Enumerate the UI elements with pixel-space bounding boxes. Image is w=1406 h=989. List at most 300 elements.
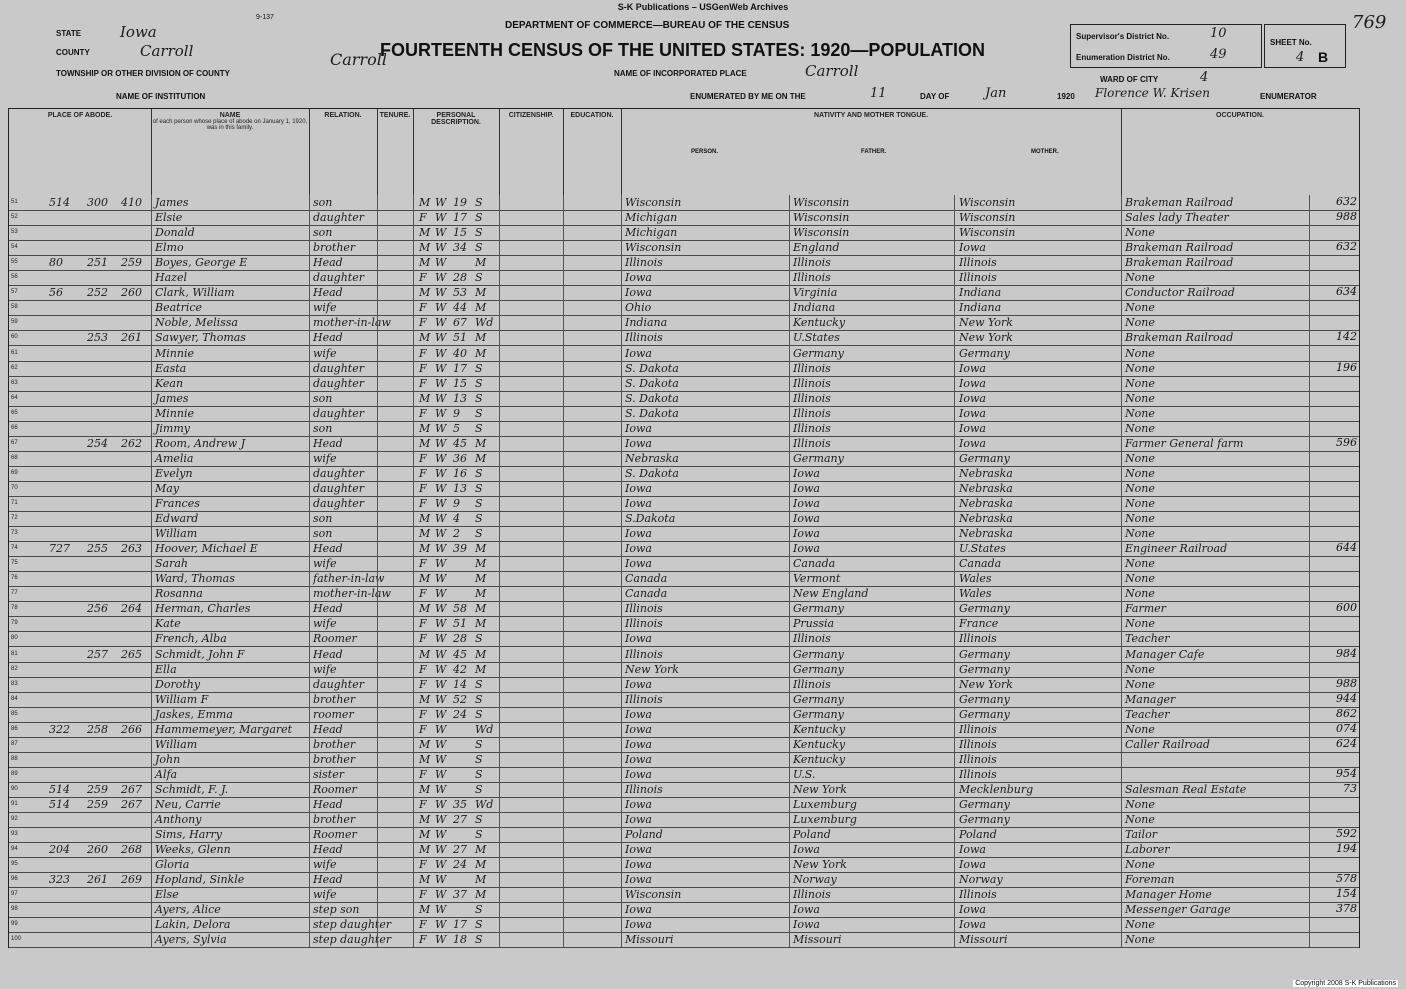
cell-fbirth: Iowa (793, 481, 820, 495)
cell-birth: Michigan (625, 226, 678, 240)
cell-birth: Missouri (625, 933, 674, 947)
cell-n: 100 (11, 936, 22, 943)
cell-sex: F (419, 662, 427, 676)
cell-name: Dorothy (155, 677, 201, 691)
cell-race: W (435, 767, 447, 781)
cell-mbirth: Poland (959, 828, 997, 842)
cell-race: W (435, 798, 447, 811)
cell-right-code: 862 (1336, 706, 1357, 720)
cell-mbirth: Mecklenburg (959, 782, 1034, 796)
cell-name: William F (155, 692, 209, 706)
cell-ms: S (475, 903, 483, 917)
cell-name: Kean (155, 376, 184, 390)
cell-n: 68 (11, 454, 18, 461)
cell-sex: M (419, 226, 431, 240)
cell-race: W (435, 617, 447, 631)
cell-fbirth: Illinois (793, 436, 831, 450)
cell-occ: None (1125, 466, 1155, 480)
enumerator-label: ENUMERATOR (1260, 92, 1317, 101)
cell-rel: Head (313, 722, 343, 736)
cell-visit: 264 (121, 602, 142, 616)
cell-name: James (155, 196, 189, 209)
cell-ms: M (475, 617, 487, 631)
cell-name: Frances (155, 497, 200, 510)
cell-family: 260 (87, 843, 108, 857)
cell-birth: Iowa (625, 481, 652, 495)
cell-fbirth: Germany (793, 662, 844, 676)
cell-race: W (435, 647, 447, 661)
cell-mbirth: Illinois (959, 737, 997, 751)
divider (309, 195, 310, 947)
cell-birth: Iowa (625, 813, 652, 827)
cell-name: Beatrice (155, 301, 203, 315)
cell-age: 24 (453, 707, 467, 721)
cell-birth: Iowa (625, 798, 652, 811)
cell-fbirth: Illinois (793, 376, 831, 390)
cell-birth: Indiana (625, 316, 668, 330)
cell-sex: M (419, 602, 431, 616)
table-row (9, 541, 1359, 557)
cell-fbirth: Illinois (793, 271, 831, 285)
cell-race: W (435, 481, 447, 495)
table-row (9, 797, 1359, 813)
cell-age: 67 (453, 316, 467, 330)
cell-family: 300 (87, 196, 108, 209)
cell-mbirth: New York (959, 331, 1013, 345)
cell-name: Minnie (155, 406, 194, 420)
cell-name: Evelyn (155, 466, 193, 480)
cell-sex: F (419, 406, 427, 420)
cell-name: Gloria (155, 858, 190, 872)
cell-birth: Canada (625, 572, 668, 586)
cell-n: 83 (11, 680, 18, 687)
cell-name: Ward, Thomas (155, 572, 235, 586)
cell-fbirth: U.S. (793, 767, 816, 781)
cell-occ: Brakeman Railroad (1125, 331, 1234, 345)
cell-occ: None (1125, 662, 1155, 676)
table-row (9, 225, 1359, 241)
cell-mbirth: Germany (959, 707, 1010, 721)
cell-sex: M (419, 752, 431, 766)
cell-birth: Iowa (625, 271, 652, 285)
cell-visit: 262 (121, 436, 142, 450)
col-personal-description: PERSONAL DESCRIPTION. (413, 109, 500, 195)
census-table (8, 108, 1360, 948)
cell-birth: S.Dakota (625, 512, 676, 526)
cell-sex: M (419, 828, 431, 842)
cell-birth: Iowa (625, 421, 652, 435)
cell-rel: brother (313, 813, 356, 827)
cell-occ: Brakeman Railroad (1125, 196, 1234, 209)
cell-right-code: 154 (1336, 887, 1357, 901)
sheet-letter: B (1318, 49, 1329, 65)
cell-name: Kate (155, 617, 181, 631)
cell-name: Hoover, Michael E (155, 542, 258, 556)
cell-name: Amelia (155, 451, 194, 465)
township-label: TOWNSHIP OR OTHER DIVISION OF COUNTY (56, 69, 230, 78)
census-title: FOURTEENTH CENSUS OF THE UNITED STATES: 1920—POPULATION (380, 40, 986, 60)
cell-age: 45 (453, 436, 467, 450)
cell-dwelling: 80 (49, 256, 63, 270)
cell-birth: Iowa (625, 707, 652, 721)
cell-age: 13 (453, 481, 467, 495)
divider (621, 195, 622, 947)
cell-n: 64 (11, 394, 18, 401)
cell-n: 65 (11, 409, 18, 416)
cell-sex: F (419, 587, 427, 601)
cell-mbirth: Germany (959, 798, 1010, 811)
cell-occ: None (1125, 376, 1155, 390)
cell-mbirth: Iowa (959, 376, 986, 390)
cell-n: 71 (11, 500, 18, 506)
table-row (9, 932, 1359, 948)
cell-birth: Iowa (625, 843, 652, 857)
supervisor-value: 10 (1210, 26, 1227, 41)
cell-mbirth: Iowa (959, 421, 986, 435)
cell-name: Edward (155, 512, 199, 526)
table-row (9, 857, 1359, 873)
cell-birth: Iowa (625, 767, 652, 781)
cell-sex: M (419, 436, 431, 450)
cell-right-code: 954 (1336, 766, 1357, 780)
cell-ms: M (475, 602, 487, 616)
cell-occ: None (1125, 587, 1155, 601)
cell-race: W (435, 241, 447, 255)
table-row (9, 391, 1359, 407)
cell-age: 51 (453, 617, 467, 631)
cell-rel: son (313, 527, 333, 541)
cell-birth: Iowa (625, 722, 652, 736)
cell-race: W (435, 376, 447, 390)
col-occupation: OCCUPATION. (1216, 112, 1264, 119)
table-row (9, 767, 1359, 783)
incorporated-value: Carroll (805, 62, 859, 80)
table-row (9, 481, 1359, 497)
divider (413, 195, 414, 947)
cell-sex: F (419, 316, 427, 330)
cell-ms: S (475, 406, 483, 420)
cell-n: 75 (11, 560, 18, 567)
table-row (9, 406, 1359, 422)
col-name: NAME of each person whose place of abode on January 1, 1920, was in this family. (151, 109, 310, 195)
county-label: COUNTY (56, 48, 90, 57)
cell-birth: Iowa (625, 286, 652, 300)
cell-rel: step daughter (313, 918, 392, 932)
cell-rel: Head (313, 602, 343, 616)
cell-ms: S (475, 361, 483, 375)
cell-ms: S (475, 677, 483, 691)
cell-occ: Teacher (1125, 632, 1170, 646)
cell-ms: S (475, 211, 483, 225)
table-row (9, 812, 1359, 828)
cell-race: W (435, 692, 447, 706)
nativity-father-label: FATHER. (861, 149, 887, 155)
enumeration-value: 49 (1210, 47, 1227, 62)
cell-fbirth: Germany (793, 692, 844, 706)
table-row (9, 511, 1359, 527)
cell-age: 24 (453, 858, 467, 872)
table-row (9, 647, 1359, 663)
cell-n: 91 (11, 801, 18, 807)
cell-name: Donald (155, 226, 195, 240)
cell-birth: Michigan (625, 211, 678, 225)
cell-n: 92 (11, 816, 18, 823)
divider (151, 195, 152, 947)
cell-birth: Iowa (625, 858, 652, 872)
table-row (9, 421, 1359, 437)
nativity-person-label: PERSON. (691, 149, 719, 155)
cell-visit: 269 (121, 873, 142, 887)
cell-sex: M (419, 421, 431, 435)
cell-occ: None (1125, 271, 1155, 285)
cell-sex: F (419, 466, 427, 480)
table-row (9, 496, 1359, 512)
cell-mbirth: Nebraska (959, 527, 1013, 541)
ward-label: WARD OF CITY (1100, 75, 1159, 84)
cell-dwelling: 56 (49, 286, 63, 300)
cell-name: Elmo (155, 241, 184, 255)
cell-ms: S (475, 813, 483, 827)
cell-n: 81 (11, 650, 18, 657)
cell-age: 40 (453, 346, 467, 360)
cell-sex: F (419, 451, 427, 465)
cell-name: Neu, Carrie (155, 798, 221, 811)
cell-occ: Manager (1125, 692, 1176, 706)
cell-birth: Iowa (625, 737, 652, 751)
cell-fbirth: U.States (793, 331, 840, 345)
cell-birth: Poland (625, 828, 663, 842)
table-row (9, 315, 1359, 331)
cell-age: 4 (453, 512, 460, 526)
cell-dwelling: 204 (49, 843, 70, 857)
cell-visit: 268 (121, 843, 142, 857)
cell-age: 45 (453, 647, 467, 661)
cell-family: 258 (87, 722, 108, 736)
enumerated-label: ENUMERATED BY ME ON THE (690, 92, 806, 101)
cell-mbirth: Germany (959, 451, 1010, 465)
cell-dwelling: 322 (49, 722, 70, 736)
cell-n: 93 (11, 831, 18, 838)
table-row (9, 586, 1359, 602)
cell-name: Sawyer, Thomas (155, 331, 246, 345)
cell-occ: None (1125, 813, 1155, 827)
cell-ms: S (475, 421, 483, 435)
cell-birth: Illinois (625, 256, 663, 270)
cell-rel: son (313, 512, 333, 526)
cell-family: 251 (87, 256, 108, 270)
cell-fbirth: Iowa (793, 843, 820, 857)
cell-ms: M (475, 557, 487, 571)
cell-n: 63 (11, 379, 18, 386)
cell-race: W (435, 873, 447, 887)
table-row (9, 436, 1359, 452)
cell-right-code: 624 (1336, 736, 1357, 750)
cell-fbirth: Norway (793, 873, 837, 887)
cell-rel: daughter (313, 677, 364, 691)
cell-rel: step daughter (313, 933, 392, 947)
cell-mbirth: Missouri (959, 933, 1008, 947)
cell-birth: Iowa (625, 903, 652, 917)
cell-rel: step son (313, 903, 360, 917)
cell-birth: Wisconsin (625, 196, 682, 209)
table-row (9, 631, 1359, 647)
cell-right-code: 596 (1336, 435, 1357, 449)
cell-fbirth: Iowa (793, 542, 820, 556)
cell-race: W (435, 527, 447, 541)
cell-fbirth: New York (793, 858, 847, 872)
cell-name: Boyes, George E (155, 256, 248, 270)
cell-name: Easta (155, 361, 187, 375)
cell-sex: M (419, 196, 431, 209)
cell-race: W (435, 557, 447, 571)
cell-occ: None (1125, 451, 1155, 465)
cell-birth: Iowa (625, 497, 652, 510)
cell-fbirth: Poland (793, 828, 831, 842)
cell-n: 94 (11, 846, 18, 853)
cell-fbirth: Iowa (793, 512, 820, 526)
cell-n: 52 (11, 214, 18, 221)
cell-occ: None (1125, 858, 1155, 872)
cell-age: 34 (453, 241, 467, 255)
table-row (9, 285, 1359, 301)
cell-race: W (435, 903, 447, 917)
cell-n: 66 (11, 424, 18, 431)
cell-occ: None (1125, 421, 1155, 435)
supervisor-label: Supervisor's District No. (1076, 32, 1170, 41)
cell-mbirth: Wisconsin (959, 226, 1016, 240)
cell-rel: wife (313, 888, 337, 902)
cell-mbirth: Illinois (959, 632, 997, 646)
cell-rel: Head (313, 798, 343, 811)
cell-rel: roomer (313, 707, 354, 721)
cell-ms: S (475, 767, 483, 781)
cell-family: 257 (87, 647, 108, 661)
cell-sex: F (419, 497, 427, 510)
cell-n: 59 (11, 319, 18, 326)
cell-ms: Wd (475, 722, 494, 736)
cell-age: 52 (453, 692, 467, 706)
table-row (9, 556, 1359, 572)
cell-rel: daughter (313, 406, 364, 420)
cell-occ: None (1125, 226, 1155, 240)
cell-family: 255 (87, 542, 108, 556)
cell-fbirth: Wisconsin (793, 196, 850, 209)
incorporated-label: NAME OF INCORPORATED PLACE (614, 69, 747, 78)
cell-birth: Ohio (625, 301, 652, 315)
cell-sex: F (419, 617, 427, 631)
cell-fbirth: Kentucky (793, 722, 846, 736)
cell-age: 17 (453, 918, 467, 932)
table-row (9, 300, 1359, 316)
cell-n: 72 (11, 515, 18, 522)
cell-occ: Laborer (1125, 843, 1170, 857)
cell-visit: 265 (121, 647, 142, 661)
cell-mbirth: Wisconsin (959, 211, 1016, 225)
cell-race: W (435, 843, 447, 857)
cell-rel: mother-in-law (313, 587, 391, 601)
cell-sex: M (419, 527, 431, 541)
cell-n: 51 (11, 199, 18, 205)
cell-n: 85 (11, 710, 18, 717)
cell-right-code: 984 (1336, 646, 1357, 660)
cell-right-code: 194 (1336, 842, 1357, 856)
cell-rel: brother (313, 241, 356, 255)
cell-fbirth: Iowa (793, 527, 820, 541)
cell-rel: daughter (313, 481, 364, 495)
cell-name: John (155, 752, 181, 766)
cell-occ: None (1125, 361, 1155, 375)
cell-name: William (155, 527, 198, 541)
cell-n: 54 (11, 244, 18, 251)
cell-mbirth: Iowa (959, 391, 986, 405)
cell-family: 253 (87, 331, 108, 345)
cell-sex: F (419, 346, 427, 360)
cell-mbirth: Germany (959, 813, 1010, 827)
cell-mbirth: Nebraska (959, 466, 1013, 480)
cell-ms: M (475, 858, 487, 872)
cell-race: W (435, 196, 447, 209)
table-row (9, 270, 1359, 286)
table-row (9, 722, 1359, 738)
cell-occ: Salesman Real Estate (1125, 782, 1247, 796)
cell-fbirth: Virginia (793, 286, 838, 300)
cell-fbirth: Missouri (793, 933, 842, 947)
cell-ms: S (475, 692, 483, 706)
cell-right-code: 578 (1336, 872, 1357, 886)
cell-occ: Brakeman Railroad (1125, 241, 1234, 255)
cell-race: W (435, 406, 447, 420)
cell-race: W (435, 436, 447, 450)
cell-age: 9 (453, 406, 460, 420)
cell-name: Herman, Charles (155, 602, 251, 616)
cell-mbirth: Germany (959, 602, 1010, 616)
col-citizenship: CITIZENSHIP. (499, 109, 564, 195)
cell-birth: Iowa (625, 436, 652, 450)
cell-race: W (435, 226, 447, 240)
table-row (9, 616, 1359, 632)
cell-race: W (435, 933, 447, 947)
cell-occ: Brakeman Railroad (1125, 256, 1234, 270)
cell-ms: M (475, 572, 487, 586)
cell-name: May (155, 481, 180, 495)
cell-right-code: 634 (1336, 285, 1357, 299)
cell-mbirth: France (959, 617, 999, 631)
table-row (9, 782, 1359, 798)
cell-right-code: 632 (1336, 195, 1357, 208)
cell-birth: Nebraska (625, 451, 679, 465)
cell-age: 17 (453, 211, 467, 225)
cell-name: Ella (155, 662, 177, 676)
cell-fbirth: Illinois (793, 391, 831, 405)
cell-name: Hammemeyer, Margaret (155, 722, 293, 736)
nativity-mother-label: MOTHER. (1031, 149, 1059, 155)
cell-birth: Illinois (625, 647, 663, 661)
cell-sex: M (419, 286, 431, 300)
cell-sex: F (419, 888, 427, 902)
cell-mbirth: Iowa (959, 241, 986, 255)
cell-mbirth: Indiana (959, 286, 1002, 300)
cell-occ: None (1125, 316, 1155, 330)
cell-rel: Head (313, 647, 343, 661)
cell-ms: S (475, 196, 483, 209)
cell-race: W (435, 858, 447, 872)
cell-mbirth: Illinois (959, 767, 997, 781)
col-tenure: TENURE. (377, 109, 414, 195)
cell-sex: F (419, 933, 427, 947)
cell-occ: None (1125, 798, 1155, 811)
cell-fbirth: Wisconsin (793, 211, 850, 225)
cell-sex: M (419, 241, 431, 255)
